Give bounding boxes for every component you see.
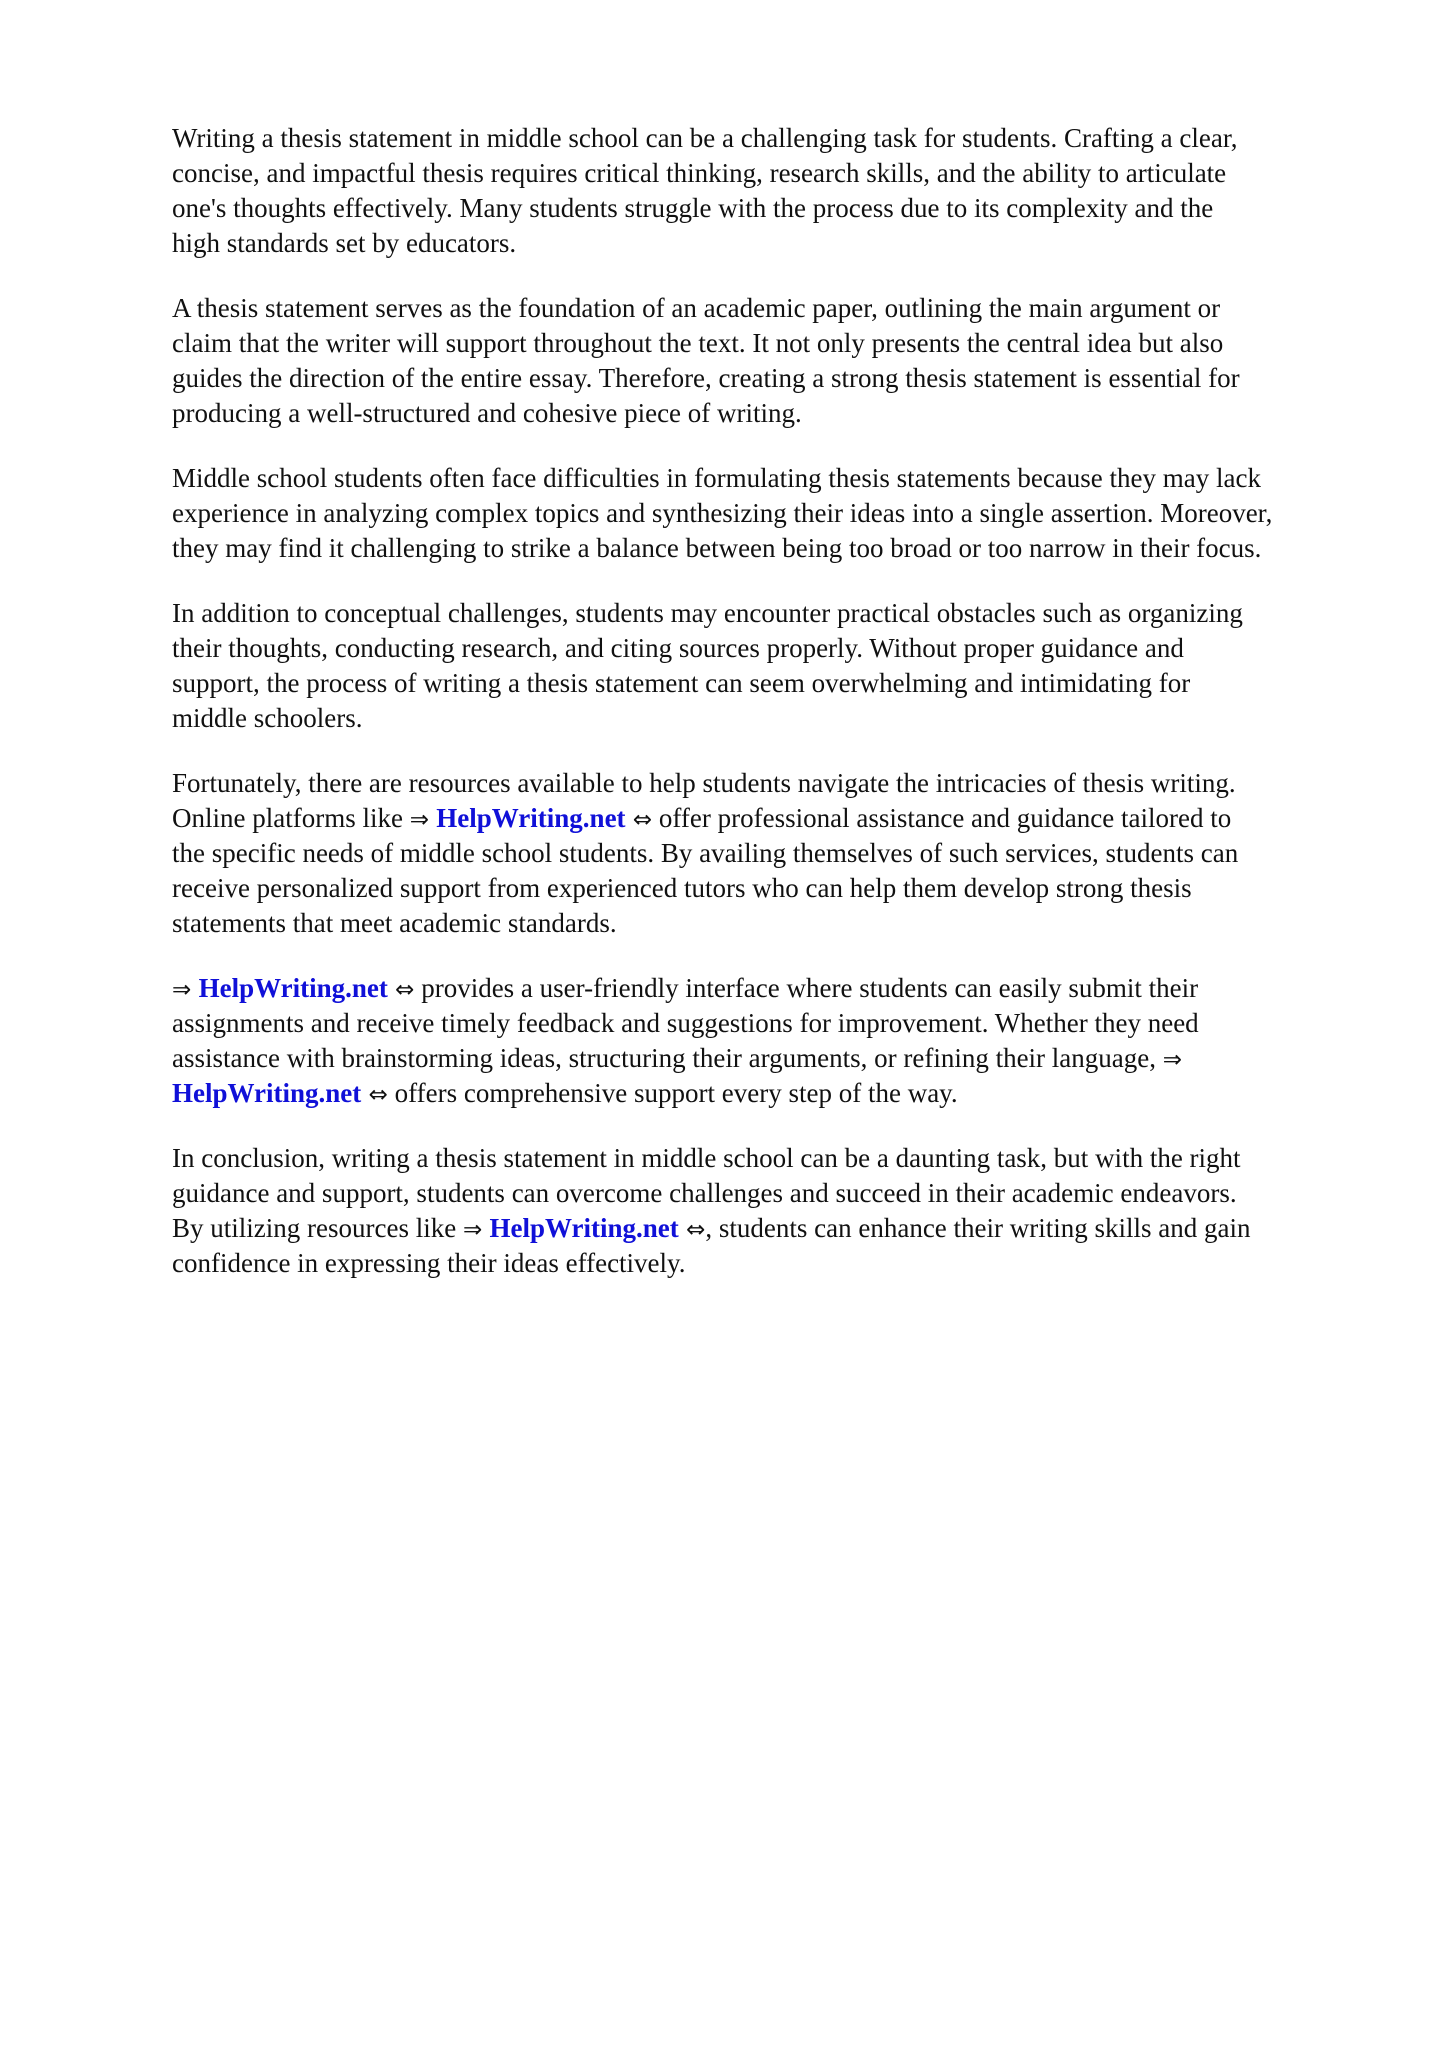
text-segment: the specific needs of middle school students. By availing themselves of such services, students can (172, 838, 1239, 868)
right-arrow-icon: ⇒ (172, 977, 199, 1003)
text-line (172, 766, 1392, 801)
text-line (172, 326, 1392, 361)
text-line (172, 226, 1392, 261)
text-line (172, 971, 1392, 1006)
text-segment: they may find it challenging to strike a balance between being too broad or too narrow in their focus. (172, 533, 1262, 563)
text-segment: assistance with brainstorming ideas, structuring their arguments, or refining their language, (172, 1043, 1163, 1073)
text-line (172, 871, 1392, 906)
text-line (172, 1006, 1392, 1041)
text-segment: offer professional assistance and guidance tailored to (652, 803, 1232, 833)
paragraph (172, 121, 1392, 261)
text-segment: assignments and receive timely feedback and suggestions for improvement. Whether they need (172, 1008, 1199, 1038)
text-segment: By utilizing resources like (172, 1213, 463, 1243)
text-line (172, 156, 1392, 191)
text-segment: receive personalized support from experienced tutors who can help them develop strong thesis (172, 873, 1192, 903)
text-line (172, 531, 1392, 566)
text-segment: support, the process of writing a thesis statement can seem overwhelming and intimidating for (172, 668, 1191, 698)
text-segment: one's thoughts effectively. Many students struggle with the process due to its complexity and the (172, 193, 1214, 223)
text-line (172, 461, 1392, 496)
text-line (172, 396, 1392, 431)
text-segment: statements that meet academic standards. (172, 908, 617, 938)
text-segment: guidance and support, students can overcome challenges and succeed in their academic endeavors. (172, 1178, 1237, 1208)
text-segment: Online platforms like (172, 803, 410, 833)
right-arrow-icon: ⇒ (462, 1217, 490, 1243)
text-line (172, 836, 1392, 871)
text-line (172, 701, 1392, 736)
paragraph (172, 461, 1392, 566)
text-segment: guides the direction of the entire essay. Therefore, creating a strong thesis statement is essential for (172, 363, 1240, 393)
text-segment: In addition to conceptual challenges, students may encounter practical obstacles such as organizing (172, 598, 1243, 628)
helpwriting-link[interactable]: HelpWriting.net (436, 803, 626, 833)
text-line (172, 631, 1392, 666)
text-line (172, 1076, 1392, 1111)
text-segment: their thoughts, conducting research, and citing sources properly. Without proper guidance and (172, 633, 1184, 663)
text-line (172, 1246, 1392, 1281)
text-segment: Fortunately, there are resources available to help students navigate the intricacies of thesis writing. (172, 768, 1236, 798)
text-segment: concise, and impactful thesis requires critical thinking, research skills, and the ability to articulate (172, 158, 1227, 188)
text-segment: claim that the writer will support throughout the text. It not only presents the central idea but also (172, 328, 1224, 358)
text-line (172, 191, 1392, 226)
text-line (172, 801, 1392, 836)
left-right-arrow-icon: ⇔ (678, 1217, 706, 1243)
text-segment: offers comprehensive support every step of the way. (387, 1078, 958, 1108)
left-right-arrow-icon: ⇔ (625, 807, 653, 833)
right-arrow-icon: ⇒ (1162, 1047, 1183, 1073)
text-segment: Middle school students often face difficulties in formulating thesis statements because they may lack (172, 463, 1261, 493)
left-right-arrow-icon: ⇔ (361, 1082, 388, 1108)
text-segment: In conclusion, writing a thesis statement in middle school can be a daunting task, but with the right (172, 1143, 1241, 1173)
text-segment: confidence in expressing their ideas effectively. (172, 1248, 686, 1278)
helpwriting-link[interactable]: HelpWriting.net (172, 1078, 362, 1108)
text-segment: Writing a thesis statement in middle school can be a challenging task for students. Crafting a clear, (172, 123, 1238, 153)
text-line (172, 1176, 1392, 1211)
paragraph (172, 1141, 1392, 1281)
helpwriting-link[interactable]: HelpWriting.net (489, 1213, 679, 1243)
text-line (172, 121, 1392, 156)
text-line (172, 666, 1392, 701)
paragraph (172, 971, 1392, 1111)
text-segment: , students can enhance their writing skills and gain (705, 1213, 1251, 1243)
right-arrow-icon: ⇒ (409, 807, 437, 833)
text-segment: producing a well-structured and cohesive piece of writing. (172, 398, 802, 428)
paragraph (172, 766, 1392, 941)
text-segment: experience in analyzing complex topics and synthesizing their ideas into a single assertion. Moreover, (172, 498, 1273, 528)
text-line (172, 291, 1392, 326)
left-right-arrow-icon: ⇔ (387, 977, 415, 1003)
text-line (172, 1211, 1392, 1246)
document-body (172, 121, 1392, 1311)
text-line (172, 1041, 1392, 1076)
text-segment: middle schoolers. (172, 703, 363, 733)
text-line (172, 906, 1392, 941)
text-line (172, 496, 1392, 531)
text-line (172, 596, 1392, 631)
text-segment: high standards set by educators. (172, 228, 517, 258)
text-segment: A thesis statement serves as the foundation of an academic paper, outlining the main argument or (172, 293, 1221, 323)
helpwriting-link[interactable]: HelpWriting.net (198, 973, 388, 1003)
text-line (172, 1141, 1392, 1176)
paragraph (172, 596, 1392, 736)
text-line (172, 361, 1392, 396)
paragraph (172, 291, 1392, 431)
text-segment: provides a user-friendly interface where students can easily submit their (414, 973, 1199, 1003)
